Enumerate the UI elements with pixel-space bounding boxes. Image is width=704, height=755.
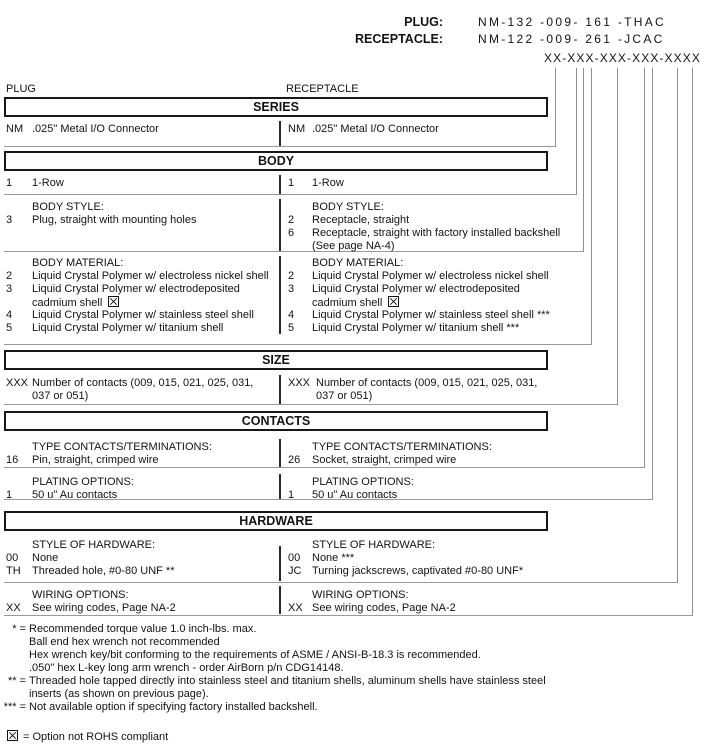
body-style-option-code: 2 <box>288 214 295 226</box>
receptacle-part-number-label: RECEPTACLE: <box>355 32 443 46</box>
rule-size <box>4 404 617 405</box>
not-rohs-icon <box>7 730 18 741</box>
body-style-option-desc: Plug, straight with mounting holes <box>32 214 197 226</box>
footnote-marker: *** = <box>3 701 26 713</box>
size-plug-code: XXX <box>6 377 29 389</box>
body-material-option-code: 3 <box>288 283 295 295</box>
body-style-heading-plug: BODY STYLE: <box>32 201 104 213</box>
plating-heading-receptacle: PLATING OPTIONS: <box>312 476 414 488</box>
footnote-marker: ** = <box>7 675 26 687</box>
rule-wiring <box>4 615 692 616</box>
footnote-text: inserts (as shown on previous page). <box>29 688 209 700</box>
plating-code: 1 <box>288 489 295 501</box>
wiring-heading-receptacle: WIRING OPTIONS: <box>312 589 409 601</box>
body-style-option-desc: Receptacle, straight <box>312 214 410 226</box>
contact-type-code: 26 <box>288 454 301 466</box>
footnote-text: .050" hex L-key long arm wrench - order AirBorn p/n CDG14148. <box>29 662 344 674</box>
wiring-desc: See wiring codes, Page NA-2 <box>312 602 456 614</box>
footnote-text: Threaded hole tapped directly into stainless steel and titanium shells, aluminum shells have stainless steel <box>29 675 546 687</box>
not-rohs-icon <box>108 296 119 307</box>
body-row-plug-code: 1 <box>6 177 13 189</box>
not-rohs-icon <box>388 296 399 307</box>
connector-line-hardware <box>677 68 678 583</box>
section-header-series: SERIES <box>4 97 548 117</box>
body-material-option-desc: Liquid Crystal Polymer w/ electroless nickel shell <box>312 270 549 282</box>
rule-body-style <box>4 251 583 252</box>
wiring-heading-plug: WIRING OPTIONS: <box>32 589 129 601</box>
body-row-receptacle-desc: 1-Row <box>312 177 344 189</box>
plug-part-number-label: PLUG: <box>404 15 443 29</box>
rule-body-row <box>4 194 576 195</box>
column-divider <box>279 175 281 194</box>
wiring-desc: See wiring codes, Page NA-2 <box>32 602 176 614</box>
body-style-heading-receptacle: BODY STYLE: <box>312 201 384 213</box>
footnote-marker: * = <box>12 623 26 635</box>
rohs-note-text: = Option not ROHS compliant <box>23 731 169 743</box>
rule-series <box>4 146 555 147</box>
series-plug-desc: .025" Metal I/O Connector <box>32 123 159 135</box>
rule-hardware <box>4 582 677 583</box>
body-material-option-desc: Liquid Crystal Polymer w/ titanium shell <box>32 322 224 334</box>
connector-line-contact-type <box>644 68 645 468</box>
plating-desc: 50 u" Au contacts <box>312 489 398 501</box>
section-header-hardware: HARDWARE <box>4 511 548 531</box>
plug-part-number-value: NM-132 -009- 161 -THAC <box>478 15 666 29</box>
section-header-contacts: CONTACTS <box>4 411 548 431</box>
size-plug-desc-line1: Number of contacts (009, 015, 021, 025, 031, <box>32 377 254 389</box>
connector-line-body-style <box>583 68 584 252</box>
body-style-option-code: 3 <box>6 214 13 226</box>
body-style-option-code: 6 <box>288 227 295 239</box>
hardware-style-desc: None *** <box>312 552 355 564</box>
column-header-receptacle: RECEPTACLE <box>286 83 359 95</box>
footnote-text: Not available option if specifying factory installed backshell. <box>29 701 318 713</box>
cadmium-shell-text: cadmium shell <box>312 297 383 309</box>
series-receptacle-desc: .025" Metal I/O Connector <box>312 123 439 135</box>
hardware-style-code: TH <box>6 565 21 577</box>
contact-type-heading-plug: TYPE CONTACTS/TERMINATIONS: <box>32 441 212 453</box>
body-material-option-code: 4 <box>288 309 295 321</box>
receptacle-part-number-value: NM-122 -009- 261 -JCAC <box>478 32 665 46</box>
body-material-option-code: 5 <box>6 322 13 334</box>
column-divider <box>279 375 281 404</box>
body-material-option-desc: Liquid Crystal Polymer w/ electrodeposited <box>32 283 240 295</box>
size-receptacle-code: XXX <box>288 377 311 389</box>
column-divider <box>279 474 281 499</box>
section-header-size: SIZE <box>4 350 548 370</box>
body-material-option-desc: Liquid Crystal Polymer w/ electroless nickel shell <box>32 270 269 282</box>
plating-code: 1 <box>6 489 13 501</box>
section-header-body: BODY <box>4 151 548 171</box>
wiring-code: XX <box>288 602 303 614</box>
body-style-option-note: (See page NA-4) <box>312 240 395 252</box>
rohs-note <box>7 730 168 744</box>
body-material-heading-receptacle: BODY MATERIAL: <box>312 257 404 269</box>
connector-line-size <box>617 68 618 405</box>
body-material-option-code: 3 <box>6 283 13 295</box>
connector-line-body-row <box>576 68 577 195</box>
body-row-plug-desc: 1-Row <box>32 177 64 189</box>
column-divider <box>279 199 281 251</box>
size-receptacle-desc-line1: Number of contacts (009, 015, 021, 025, 031, <box>316 377 538 389</box>
plating-heading-plug: PLATING OPTIONS: <box>32 476 134 488</box>
contact-type-desc: Pin, straight, crimped wire <box>32 454 159 466</box>
part-number-pattern: XX-XXX-XXX-XXX-XXXX <box>544 51 701 65</box>
connector-line-plating <box>652 68 653 500</box>
body-material-option-desc-wrap <box>312 296 399 310</box>
body-material-heading-plug: BODY MATERIAL: <box>32 257 124 269</box>
contact-type-heading-receptacle: TYPE CONTACTS/TERMINATIONS: <box>312 441 492 453</box>
cadmium-shell-text: cadmium shell <box>32 297 103 309</box>
connector-line-series <box>555 68 556 147</box>
wiring-code: XX <box>6 602 21 614</box>
plating-desc: 50 u" Au contacts <box>32 489 118 501</box>
hardware-style-desc: Threaded hole, #0-80 UNF ** <box>32 565 175 577</box>
hardware-style-code: 00 <box>288 552 301 564</box>
hardware-style-heading-plug: STYLE OF HARDWARE: <box>32 539 156 551</box>
series-plug-code: NM <box>6 123 24 135</box>
column-divider <box>279 439 281 467</box>
column-divider <box>279 586 281 614</box>
body-material-option-desc: Liquid Crystal Polymer w/ stainless steel shell <box>32 309 254 321</box>
rule-body-material <box>4 344 591 345</box>
column-divider <box>279 546 281 581</box>
body-material-option-code: 2 <box>288 270 295 282</box>
body-row-receptacle-code: 1 <box>288 177 295 189</box>
hardware-style-heading-receptacle: STYLE OF HARDWARE: <box>312 539 436 551</box>
column-divider <box>279 256 281 334</box>
connector-line-body-material <box>591 68 592 345</box>
footnote-text: Ball end hex wrench not recommended <box>29 636 220 648</box>
size-plug-desc-line2: 037 or 051) <box>32 390 89 402</box>
connector-line-wiring <box>692 68 693 616</box>
hardware-style-desc: None <box>32 552 59 564</box>
hardware-style-desc: Turning jackscrews, captivated #0-80 UNF* <box>312 565 524 577</box>
hardware-style-code: JC <box>288 565 302 577</box>
body-style-option-desc: Receptacle, straight with factory installed backshell <box>312 227 561 239</box>
column-divider <box>279 121 281 146</box>
rule-contact-type <box>4 467 644 468</box>
body-material-option-code: 4 <box>6 309 13 321</box>
hardware-style-code: 00 <box>6 552 19 564</box>
contact-type-code: 16 <box>6 454 19 466</box>
body-material-option-code: 2 <box>6 270 13 282</box>
series-receptacle-code: NM <box>288 123 306 135</box>
body-material-option-desc: Liquid Crystal Polymer w/ stainless steel shell *** <box>312 309 550 321</box>
column-header-plug: PLUG <box>6 83 36 95</box>
body-material-option-code: 5 <box>288 322 295 334</box>
body-material-option-desc: Liquid Crystal Polymer w/ electrodeposited <box>312 283 520 295</box>
contact-type-desc: Socket, straight, crimped wire <box>312 454 457 466</box>
body-material-option-desc-wrap <box>32 296 119 310</box>
body-material-option-desc: Liquid Crystal Polymer w/ titanium shell *** <box>312 322 520 334</box>
footnote-text: Recommended torque value 1.0 inch-lbs. max. <box>29 623 257 635</box>
size-receptacle-desc-line2: 037 or 051) <box>316 390 373 402</box>
footnote-text: Hex wrench key/bit conforming to the requirements of ASME / ANSI-B-18.3 is recommended. <box>29 649 481 661</box>
